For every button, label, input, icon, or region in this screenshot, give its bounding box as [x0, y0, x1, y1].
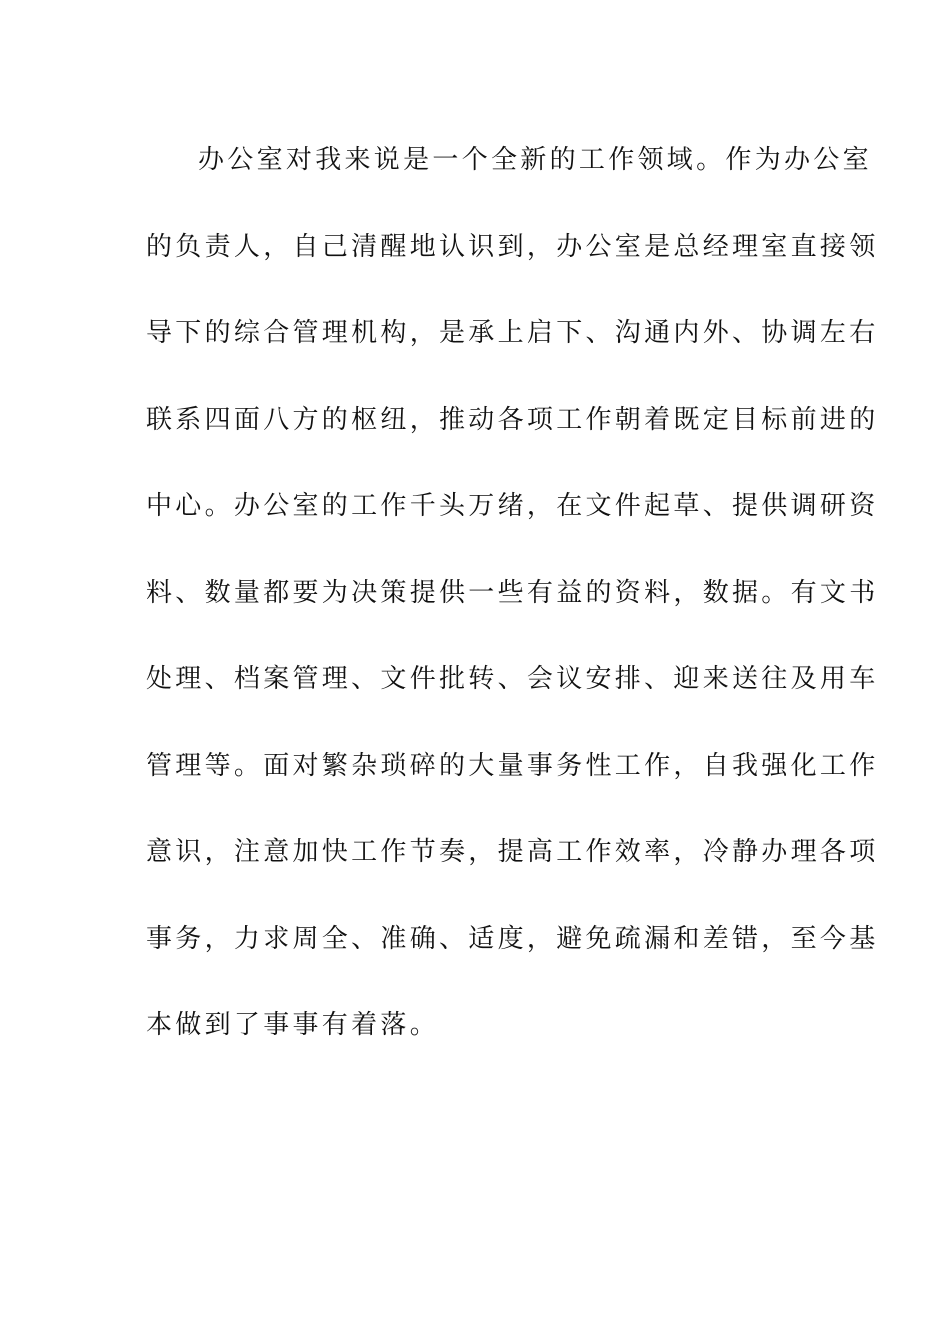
paragraph-line: 的负责人，自己清醒地认识到，办公室是总经理室直接领 [146, 231, 879, 262]
paragraph-line: 处理、档案管理、文件批转、会议安排、迎来送往及用车 [146, 664, 879, 694]
paragraph-line: 事务，力求周全、准确、适度，避免疏漏和差错，至今基 [146, 923, 879, 954]
paragraph-line: 中心。办公室的工作千头万绪，在文件起草、提供调研资 [146, 491, 879, 521]
paragraph-line: 办公室对我来说是一个全新的工作领域。作为办公室 [198, 145, 872, 175]
paragraph-line: 导下的综合管理机构，是承上启下、沟通内外、协调左右 [146, 318, 879, 348]
paragraph-line: 联系四面八方的枢纽，推动各项工作朝着既定目标前进的 [146, 404, 879, 435]
paragraph-line: 管理等。面对繁杂琐碎的大量事务性工作，自我强化工作 [146, 750, 879, 781]
body-paragraph [146, 138, 879, 1090]
paragraph-line: 本做到了事事有着落。 [146, 1010, 440, 1040]
paragraph-line: 料、数量都要为决策提供一些有益的资料，数据。有文书 [146, 577, 879, 608]
paragraph-line: 意识，注意加快工作节奏，提高工作效率，冷静办理各项 [146, 837, 879, 867]
